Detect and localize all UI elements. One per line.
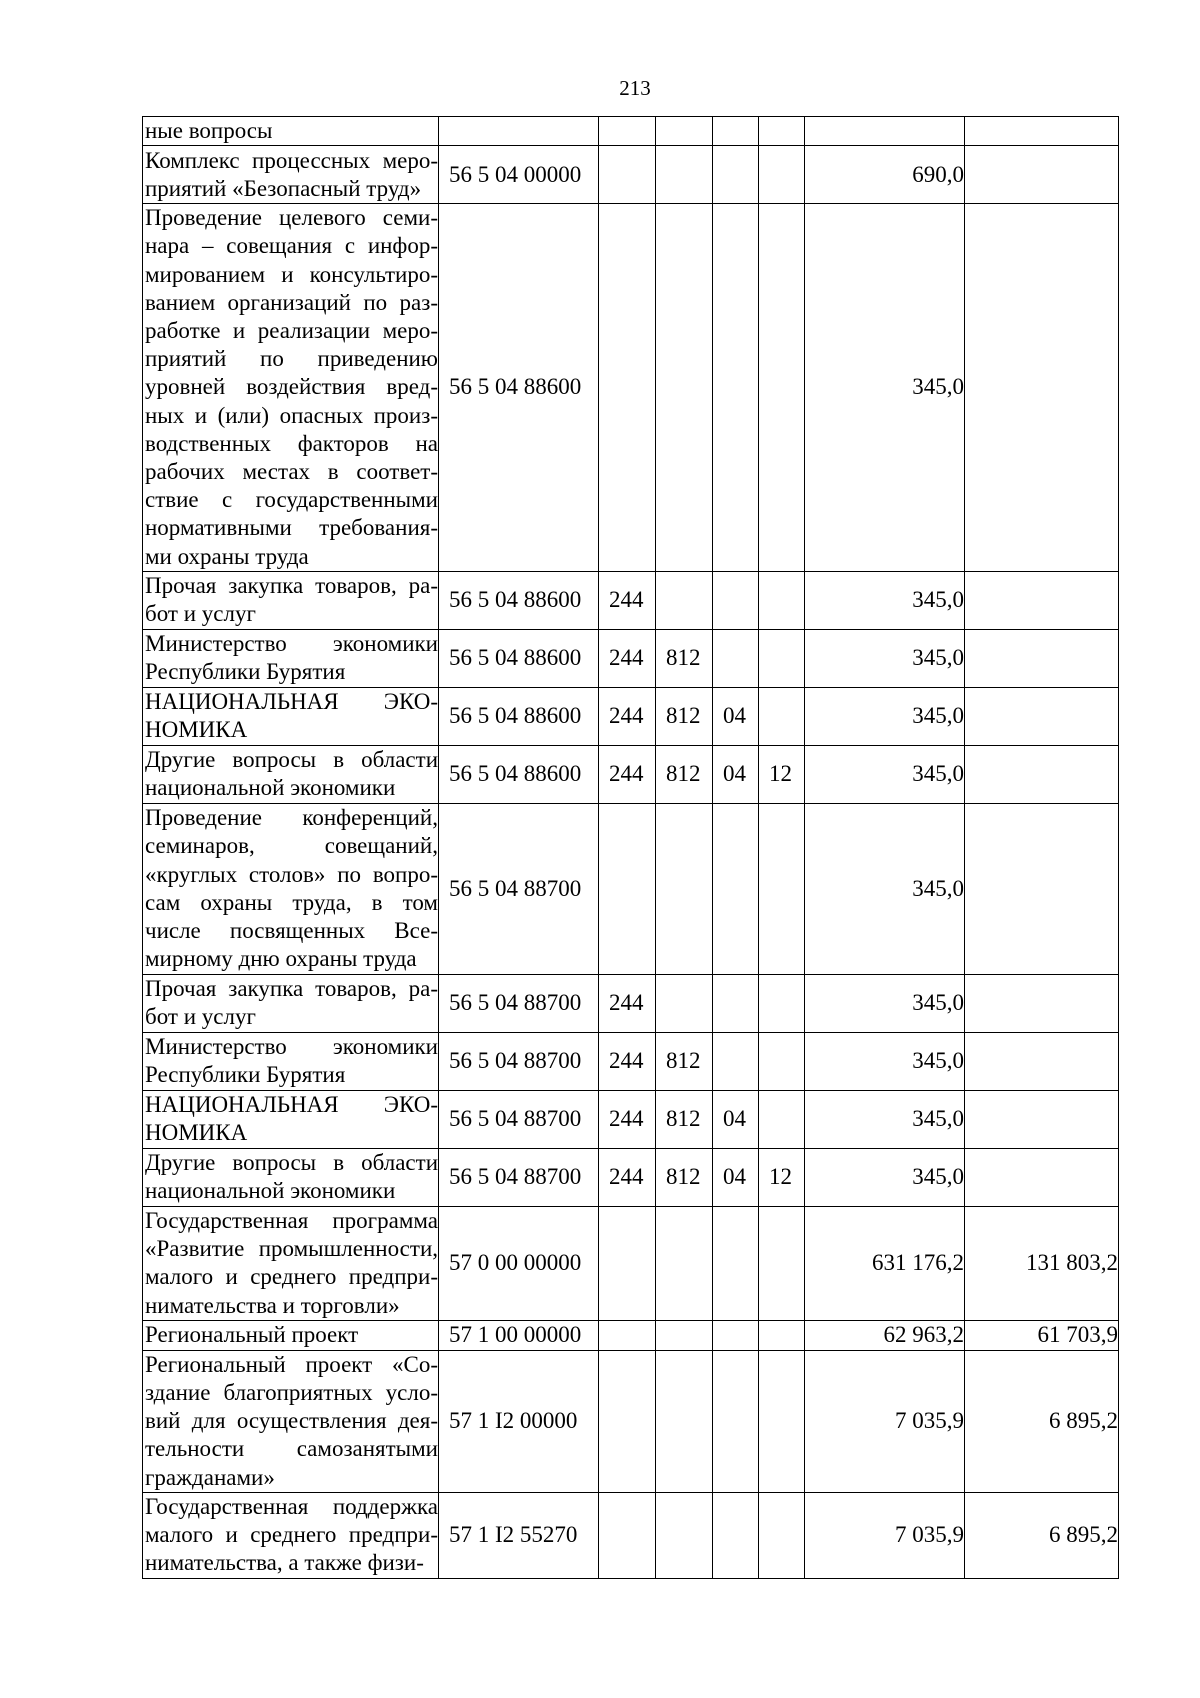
row-grbs <box>656 1206 713 1320</box>
row-pr <box>759 1090 805 1148</box>
row-name: НАЦИОНАЛЬНАЯ ЭКО-НОМИКА <box>143 687 439 745</box>
row-code: 56 5 04 88600 <box>439 745 599 803</box>
row-name: ные вопросы <box>143 117 439 146</box>
table-row <box>143 117 1119 146</box>
row-pr <box>759 1032 805 1090</box>
row-sum-2 <box>965 1032 1119 1090</box>
row-name: Комплекс процессных меро-приятий «Безопасный труд» <box>143 146 439 204</box>
row-pr <box>759 204 805 572</box>
row-sum-1: 345,0 <box>805 204 965 572</box>
row-pr <box>759 1320 805 1350</box>
row-sum-1: 345,0 <box>805 629 965 687</box>
row-name: Региональный проект «Со-здание благоприятных усло-вий для осуществления дея-тельности самозанятыми гражданами» <box>143 1350 439 1492</box>
row-pr <box>759 571 805 629</box>
row-name: Другие вопросы в области национальной экономики <box>143 1148 439 1206</box>
row-sum-2 <box>965 687 1119 745</box>
row-sum-2 <box>965 803 1119 974</box>
row-pr <box>759 117 805 146</box>
table-row <box>143 1206 1119 1320</box>
table-row <box>143 745 1119 803</box>
row-sum-2 <box>965 1148 1119 1206</box>
row-grbs: 812 <box>656 745 713 803</box>
row-rz <box>713 1350 759 1492</box>
row-grbs: 812 <box>656 687 713 745</box>
row-sum-1: 345,0 <box>805 1032 965 1090</box>
row-vr: 244 <box>599 629 656 687</box>
row-rz <box>713 1320 759 1350</box>
row-grbs <box>656 571 713 629</box>
row-code: 56 5 04 88600 <box>439 571 599 629</box>
row-grbs <box>656 803 713 974</box>
table-row <box>143 687 1119 745</box>
row-rz <box>713 204 759 572</box>
row-sum-2 <box>965 146 1119 204</box>
row-sum-1: 345,0 <box>805 1090 965 1148</box>
row-name: Прочая закупка товаров, ра-бот и услуг <box>143 571 439 629</box>
budget-table <box>142 116 1119 1579</box>
row-rz <box>713 803 759 974</box>
row-sum-2 <box>965 117 1119 146</box>
row-pr: 12 <box>759 745 805 803</box>
row-sum-1: 631 176,2 <box>805 1206 965 1320</box>
row-vr <box>599 1492 656 1578</box>
row-code: 56 5 04 88700 <box>439 803 599 974</box>
row-vr: 244 <box>599 1148 656 1206</box>
row-code: 56 5 04 88600 <box>439 687 599 745</box>
row-code: 56 5 04 88600 <box>439 204 599 572</box>
row-sum-2 <box>965 571 1119 629</box>
row-vr: 244 <box>599 974 656 1032</box>
row-vr <box>599 1320 656 1350</box>
row-name: Другие вопросы в области национальной экономики <box>143 745 439 803</box>
table-row <box>143 146 1119 204</box>
row-vr: 244 <box>599 687 656 745</box>
row-rz <box>713 629 759 687</box>
row-name: Государственная поддержка малого и среднего предпри-нимательства, а также физи- <box>143 1492 439 1578</box>
row-sum-1: 7 035,9 <box>805 1492 965 1578</box>
table-row <box>143 1090 1119 1148</box>
row-name: Министерство экономики Республики Бурятия <box>143 1032 439 1090</box>
row-grbs <box>656 1350 713 1492</box>
page-number: 213 <box>619 76 651 100</box>
row-sum-2 <box>965 974 1119 1032</box>
row-pr <box>759 803 805 974</box>
row-sum-2: 6 895,2 <box>965 1350 1119 1492</box>
row-code: 56 5 04 00000 <box>439 146 599 204</box>
row-rz <box>713 974 759 1032</box>
row-sum-2 <box>965 204 1119 572</box>
row-vr <box>599 117 656 146</box>
row-sum-2 <box>965 745 1119 803</box>
table-row <box>143 204 1119 572</box>
row-pr <box>759 146 805 204</box>
row-rz <box>713 117 759 146</box>
row-vr: 244 <box>599 571 656 629</box>
row-grbs <box>656 117 713 146</box>
row-sum-1: 62 963,2 <box>805 1320 965 1350</box>
row-grbs: 812 <box>656 629 713 687</box>
row-grbs <box>656 146 713 204</box>
table-row <box>143 974 1119 1032</box>
row-sum-1: 345,0 <box>805 687 965 745</box>
row-grbs: 812 <box>656 1148 713 1206</box>
row-pr <box>759 687 805 745</box>
row-code: 57 1 I2 55270 <box>439 1492 599 1578</box>
row-sum-1: 345,0 <box>805 571 965 629</box>
row-pr <box>759 1492 805 1578</box>
row-code: 57 1 I2 00000 <box>439 1350 599 1492</box>
row-pr <box>759 974 805 1032</box>
row-rz <box>713 1206 759 1320</box>
row-rz: 04 <box>713 745 759 803</box>
row-sum-1 <box>805 117 965 146</box>
row-name: Региональный проект <box>143 1320 439 1350</box>
row-vr <box>599 204 656 572</box>
row-vr: 244 <box>599 745 656 803</box>
row-name: Проведение целевого семи-нара – совещания с инфор-мированием и консультиро-ванием организаций по раз-работке и реализации меро-приятий по приведению уровней воздействия вред-ных и (или) опасных произ-водственных факторов на рабочих местах в соответ-ствие с государственными нормативными требования-ми охраны труда <box>143 204 439 572</box>
row-name: Государственная программа «Развитие промышленности, малого и среднего предпри-нимательства и торговли» <box>143 1206 439 1320</box>
row-sum-1: 7 035,9 <box>805 1350 965 1492</box>
row-grbs: 812 <box>656 1032 713 1090</box>
row-grbs <box>656 204 713 572</box>
row-code: 56 5 04 88600 <box>439 629 599 687</box>
row-name: НАЦИОНАЛЬНАЯ ЭКО-НОМИКА <box>143 1090 439 1148</box>
row-rz <box>713 1032 759 1090</box>
row-code: 56 5 04 88700 <box>439 1032 599 1090</box>
row-rz <box>713 1492 759 1578</box>
row-sum-2: 61 703,9 <box>965 1320 1119 1350</box>
row-code: 56 5 04 88700 <box>439 1148 599 1206</box>
row-pr <box>759 1350 805 1492</box>
row-grbs <box>656 1320 713 1350</box>
row-pr <box>759 1206 805 1320</box>
row-code: 57 0 00 00000 <box>439 1206 599 1320</box>
table-row <box>143 1148 1119 1206</box>
row-name: Прочая закупка товаров, ра-бот и услуг <box>143 974 439 1032</box>
row-name: Министерство экономики Республики Бурятия <box>143 629 439 687</box>
row-vr: 244 <box>599 1090 656 1148</box>
row-sum-2 <box>965 1090 1119 1148</box>
row-code <box>439 117 599 146</box>
row-code: 56 5 04 88700 <box>439 974 599 1032</box>
table-row <box>143 803 1119 974</box>
row-vr <box>599 803 656 974</box>
row-rz: 04 <box>713 1148 759 1206</box>
row-grbs: 812 <box>656 1090 713 1148</box>
row-grbs <box>656 1492 713 1578</box>
row-name: Проведение конференций, семинаров, совещаний, «круглых столов» по вопро-сам охраны труда, в том числе посвященных Все-мирному дню охраны труда <box>143 803 439 974</box>
row-sum-1: 345,0 <box>805 974 965 1032</box>
row-grbs <box>656 974 713 1032</box>
row-vr <box>599 1350 656 1492</box>
row-sum-2: 6 895,2 <box>965 1492 1119 1578</box>
row-rz <box>713 571 759 629</box>
row-rz: 04 <box>713 1090 759 1148</box>
row-vr: 244 <box>599 1032 656 1090</box>
row-sum-1: 345,0 <box>805 803 965 974</box>
row-code: 56 5 04 88700 <box>439 1090 599 1148</box>
row-rz <box>713 146 759 204</box>
table-row <box>143 1032 1119 1090</box>
row-sum-1: 345,0 <box>805 1148 965 1206</box>
table-row <box>143 1492 1119 1578</box>
row-vr <box>599 146 656 204</box>
row-sum-2 <box>965 629 1119 687</box>
table-row <box>143 1320 1119 1350</box>
row-code: 57 1 00 00000 <box>439 1320 599 1350</box>
row-pr <box>759 629 805 687</box>
row-rz: 04 <box>713 687 759 745</box>
row-sum-1: 690,0 <box>805 146 965 204</box>
table-row <box>143 1350 1119 1492</box>
row-vr <box>599 1206 656 1320</box>
row-sum-1: 345,0 <box>805 745 965 803</box>
table-body <box>143 117 1119 1579</box>
table-row <box>143 571 1119 629</box>
row-pr: 12 <box>759 1148 805 1206</box>
table-row <box>143 629 1119 687</box>
row-sum-2: 131 803,2 <box>965 1206 1119 1320</box>
